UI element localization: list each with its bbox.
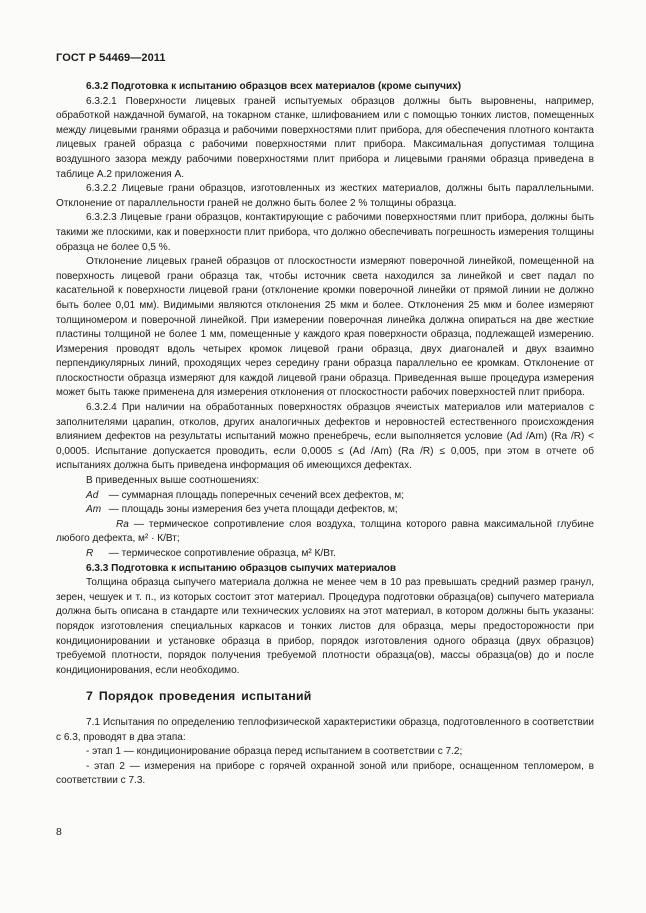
paragraph-6-3-2-4-part-b: (Ad /Am) (Ra /R) < 0,0005. Испытание допускается проводить, если 0,0005 ≤ (Ad /Am) (Ra /R) ≤ 0,005, при этом в отчете об испытаниях должна быть приведена информация об имеющихся дефектах. [56, 431, 594, 472]
definition-am [56, 503, 594, 518]
paragraph-7-1: 7.1 Испытания по определению теплофизической характеристики образца, подготовленного в соответствии с 6.3, проводят в два этапа: [56, 716, 594, 743]
symbol-ad: Ad [86, 489, 99, 501]
symbol-am: Am [86, 504, 102, 516]
symbol-ra: Ra [116, 518, 129, 530]
subsection-6-3-2-title: 6.3.2 Подготовка к испытанию образцов всех материалов (кроме сыпучих) [86, 81, 462, 92]
definition-ra [56, 518, 594, 547]
subsection-6-3-3-title: 6.3.3 Подготовка к испытанию образцов сыпучих материалов [86, 562, 397, 574]
definition-ra-text: — термическое сопротивление слоя воздуха, толщина которого равна максимальной глубине любого дефекта, м² · К/Вт; [56, 518, 594, 545]
definition-r [56, 547, 594, 562]
paragraph-6-3-2-4-part-a: 6.3.2.4 При наличии на обработанных поверхностях образцов ячеистых материалов или материалов с заполнителями царапин, отколов, других аналогичных дефектов и неровностей естественного происхождения влиянием дефектов на результаты испытаний можно пренебречь, если выполняется условие [56, 402, 594, 443]
section-7-title: 7 Порядок проведения испытаний [86, 689, 312, 704]
definition-ad-text: — суммарная площадь поперечных сечений всех дефектов, м; [108, 489, 404, 501]
paragraph-flatness: Отклонение лицевых граней образцов от плоскостности измеряют поверочной линейкой, помещенной на поверхность лицевой грани образца так, чтобы источник света находился за линейкой и свет падал по касательной к поверхности лицевой грани (отклонение кромки поверочной линейки от прямой линии не должно быть более 0,01 мм). Видимыми являются отклонения 25 мкм и более. Отклонения 25 мкм и более измеряют толщиномером и поверочной линейкой. При измерении поверочная линейка должна опираться на две жесткие пластины толщиной не более 1 мм, помещенные у каждого края поверхности образца, подлежащей измерению. Измерения проводят вдоль четырех кромок лицевой грани образца, двух диагоналей и двух взаимно перпендикулярных линий, проходящих через середину грани образца параллельно ее кромкам. Отклонение от плоскостности образца измеряют для каждой лицевой грани образца. Приведенная выше процедура измерения может быть также применена для измерения отклонения от плоскостности рабочих поверхностей плит прибора. [56, 256, 594, 399]
definition-ad [56, 489, 594, 504]
paragraph-6-3-2-4 [56, 401, 594, 474]
paragraph-6-3-2-2: 6.3.2.2 Лицевые грани образцов, изготовленных из жестких материалов, должны быть параллельными. Отклонение от параллельности граней не должно быть более 2 % толщины образца. [56, 183, 594, 209]
symbol-r: R [86, 548, 94, 559]
paragraph-6-3-2-1: 6.3.2.1 Поверхности лицевых граней испытуемых образцов должны быть выровнены, например, обработкой наждачной бумагой, на токарном станке, шлифованием или с помощью тонких листов, помещенных между лицевыми гранями образца и рабочими поверхностями плит прибора, для обеспечения плотного контакта лицевых граней образца с рабочими поверхностями плит прибора. Максимальная допустимая толщина воздушного зазора между рабочими поверхностями плит прибора и лицевыми гранями образца приведена в таблице А.2 приложения А. [56, 95, 594, 180]
definition-r-text: — термическое сопротивление образца, м² К/Вт. [108, 548, 336, 559]
stage-2-item: - этап 2 — измерения на приборе с горячей охранной зоной или приборе, оснащенном тепломером, в соответствии с 7.3. [56, 760, 594, 787]
paragraph-6-3-2-3: 6.3.2.3 Лицевые грани образцов, контактирующие с рабочими поверхностями плит прибора, должны быть такими же плоскими, как и поверхности плит прибора, что должно обеспечивать погрешность измерения толщины образца не более 0,5 %. [56, 212, 594, 253]
standard-header: ГОСТ Р 54469—2011 [56, 52, 166, 64]
page-number: 8 [56, 826, 62, 838]
paragraph-6-3-3: Толщина образца сыпучего материала должна не менее чем в 10 раз превышать средний размер гранул, зерен, чешуек и т. п., из которых состоит этот материал. Процедура подготовки образца(ов) сыпучего материала должна быть описана в стандарте или технических условиях на этот материал, в котором должны быть указаны: порядок изготовления специальных каркасов и тонких листов для образца, меры предосторожности при кондиционировании и установке образца в прибор, порядок изготовления одного образца (двух образцов) требуемой плотности, порядок получения требуемой плотности образца(ов), массы образца(ов) до и после кондиционирования, если необходимо. [56, 577, 594, 676]
document-body [56, 80, 594, 789]
relations-intro: В приведенных выше соотношениях: [86, 475, 260, 487]
stage-1-item: - этап 1 — кондиционирование образца перед испытанием в соответствии с 7.2; [86, 746, 463, 758]
definition-am-text: — площадь зоны измерения без учета площади дефектов, м; [108, 504, 398, 516]
